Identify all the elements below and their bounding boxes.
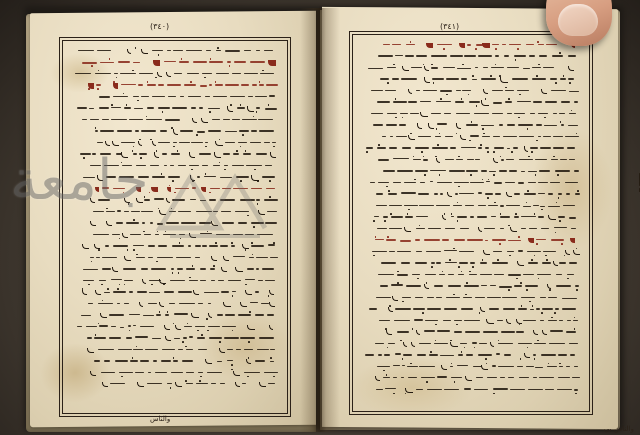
text-line: [70, 173, 280, 182]
text-line: [360, 87, 582, 96]
bottom-caption: والناس بي: [603, 425, 634, 433]
text-line: [70, 265, 280, 274]
text-line: [70, 369, 280, 378]
text-line: [70, 70, 280, 79]
text-line: [360, 259, 582, 268]
text-line: [70, 277, 280, 286]
text-line: [70, 208, 280, 217]
left-text-frame: [62, 40, 288, 414]
text-line: [360, 75, 582, 84]
text-line: [360, 363, 582, 372]
text-line: [70, 242, 280, 251]
left-page-number: (٣٤٠): [150, 22, 170, 31]
text-line: [360, 156, 582, 165]
text-line: [70, 47, 280, 56]
left-text-block: [70, 47, 280, 407]
text-line: [70, 150, 280, 159]
marginal-note: [636, 170, 640, 192]
text-line: [360, 374, 582, 383]
text-line: [70, 300, 280, 309]
text-line: [360, 202, 582, 211]
text-line: [360, 133, 582, 142]
text-line: [70, 185, 280, 194]
right-page-number: (٣٤١): [440, 22, 460, 31]
text-line: [360, 167, 582, 176]
text-line: [360, 225, 582, 234]
text-line: [360, 282, 582, 291]
text-line: [70, 58, 280, 67]
text-line: [360, 98, 582, 107]
left-page-catchword: والناس: [150, 415, 171, 423]
text-line: [360, 271, 582, 280]
text-line: [70, 334, 280, 343]
text-line: [360, 248, 582, 257]
text-line: [360, 179, 582, 188]
text-line: [70, 219, 280, 228]
text-line: [70, 311, 280, 320]
text-line: [70, 116, 280, 125]
text-line: [636, 170, 640, 192]
text-line: [360, 305, 582, 314]
text-line: [360, 386, 582, 395]
text-line: [70, 380, 280, 389]
text-line: [360, 41, 582, 50]
right-text-frame: [352, 34, 590, 412]
text-line: [360, 294, 582, 303]
text-line: [360, 340, 582, 349]
text-line: [360, 236, 582, 245]
text-line: [70, 346, 280, 355]
right-text-block: [360, 41, 582, 405]
text-line: [360, 64, 582, 73]
text-line: [70, 288, 280, 297]
text-line: [70, 323, 280, 332]
text-line: [70, 139, 280, 148]
text-line: [70, 162, 280, 171]
text-line: [70, 196, 280, 205]
text-line: [70, 127, 280, 136]
text-line: [360, 328, 582, 337]
text-line: [360, 121, 582, 130]
text-line: [360, 317, 582, 326]
text-line: [70, 104, 280, 113]
text-line: [70, 93, 280, 102]
watermark-text: جامعة: [10, 148, 149, 213]
text-line: [360, 213, 582, 222]
thumbnail-icon: [558, 4, 598, 36]
text-line: [360, 52, 582, 61]
text-line: [360, 144, 582, 153]
text-line: [70, 231, 280, 240]
text-line: [70, 357, 280, 366]
text-line: [360, 190, 582, 199]
text-line: [360, 110, 582, 119]
text-line: [360, 351, 582, 360]
text-line: [70, 254, 280, 263]
text-line: [70, 81, 280, 90]
